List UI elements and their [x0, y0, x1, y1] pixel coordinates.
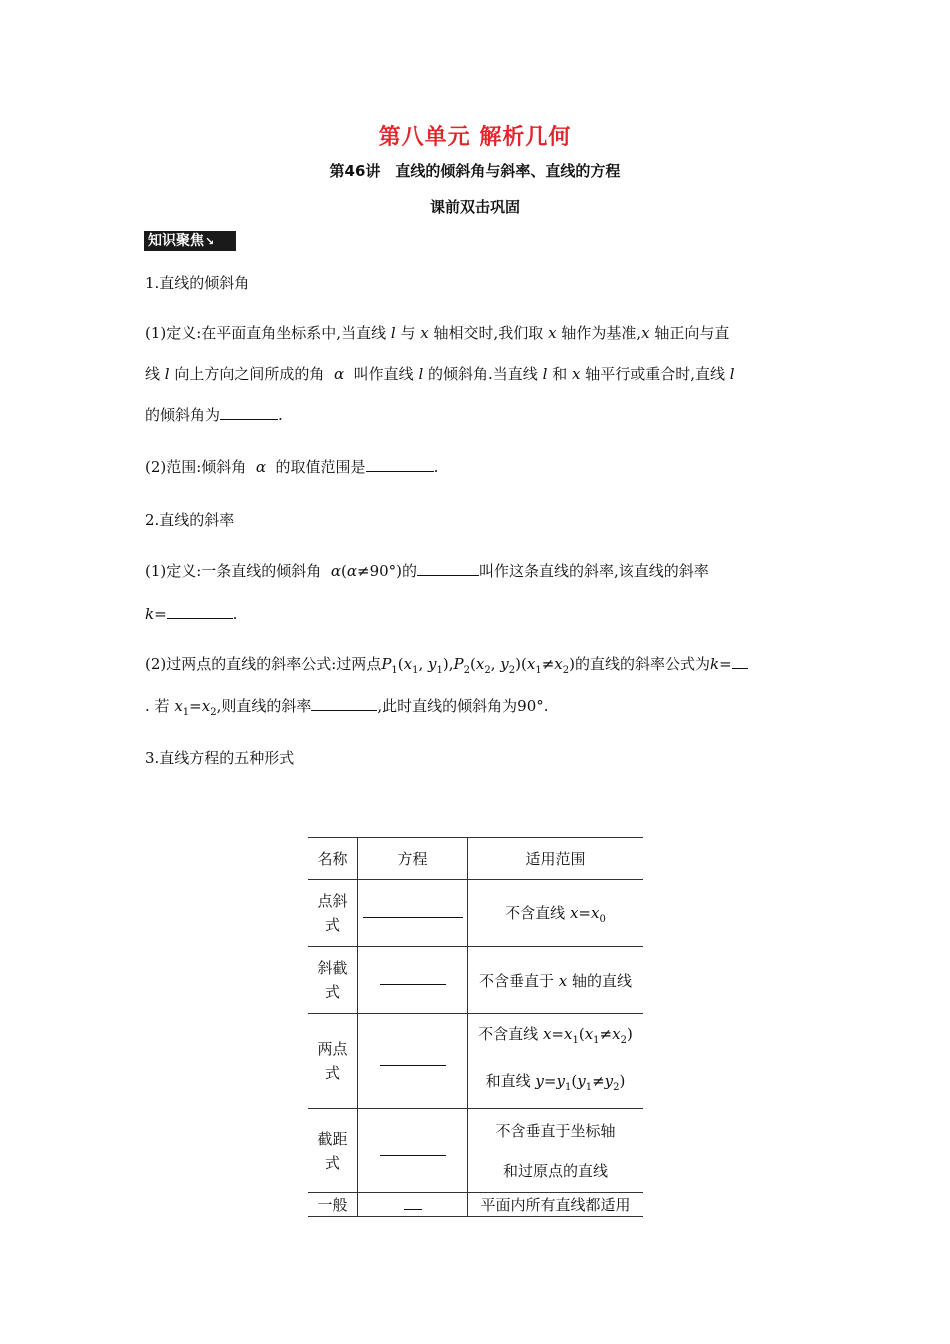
equation-blank[interactable] [358, 880, 468, 947]
section-3-heading: 3.直线方程的五种形式 [145, 749, 295, 767]
equation-blank[interactable] [358, 1193, 468, 1217]
badge-label: 知识聚焦 [148, 233, 204, 249]
unit-title: 第八单元 解析几何 [378, 125, 572, 150]
row-name: 截距 式 [308, 1109, 358, 1193]
lecture-title: 第46讲 直线的倾斜角与斜率、直线的方程 [329, 162, 621, 180]
table-header-row [308, 838, 643, 880]
header-scope: 适用范围 [468, 838, 644, 880]
answer-blank[interactable] [366, 457, 434, 472]
table-row [308, 1014, 643, 1109]
answer-blank[interactable] [417, 561, 479, 576]
section-1-heading: 1.直线的倾斜角 [145, 274, 250, 292]
s2-formula-line-1: (2)过两点的直线的斜率公式:过两点$P_1(x_1$, $y_1),P_2(x_2$, $y_2)(x_1\ne x_2)$的直线的斜率公式为k= [145, 653, 748, 682]
answer-blank[interactable] [732, 654, 748, 669]
answer-blank[interactable] [220, 405, 278, 420]
section-title: 课前双击巩固 [429, 198, 520, 216]
row-scope: 不含直线 $x=x_0$ [468, 880, 644, 947]
header-equation: 方程 [358, 838, 468, 880]
table-row [308, 1109, 643, 1193]
row-name: 两点 式 [308, 1014, 358, 1109]
s2-formula-line-2: . 若 $x_1=x_2$,则直线的斜率 ,此时直线的倾斜角为90°. [145, 697, 549, 718]
answer-blank[interactable] [311, 696, 377, 711]
answer-blank[interactable] [167, 604, 233, 619]
row-scope: 不含垂直于坐标轴 和过原点的直线 [468, 1109, 644, 1193]
table-row [308, 1193, 643, 1217]
row-scope: 不含直线 $x=x_1(x_1\ne x_2)$ 和直线 $y=y_1(y_1\ne y_2)$ [468, 1014, 644, 1109]
s1-definition-line-1: (1)定义:在平面直角坐标系中,当直线 l 与 x 轴相交时,我们取 x 轴作为基准,x 轴正向与直 [145, 324, 730, 342]
equation-blank[interactable] [358, 1109, 468, 1193]
line-equation-forms-table [308, 837, 643, 1217]
row-name: 斜截 式 [308, 947, 358, 1014]
equation-blank[interactable] [358, 1014, 468, 1109]
s1-range-line: (2)范围:倾斜角 α 的取值范围是 . [145, 458, 439, 476]
row-scope: 平面内所有直线都适用 [468, 1193, 644, 1217]
s1-definition-line-2: 线 l 向上方向之间所成的角 α 叫作直线 l 的倾斜角.当直线 l 和 x 轴平行或重合时,直线 l [145, 365, 735, 383]
row-scope: 不含垂直于 x 轴的直线 [468, 947, 644, 1014]
table-row [308, 880, 643, 947]
header-name: 名称 [308, 838, 358, 880]
table-row [308, 947, 643, 1014]
row-name: 点斜 式 [308, 880, 358, 947]
knowledge-focus-badge [144, 231, 236, 251]
s2-definition-line-2: k= . [145, 605, 238, 623]
s1-definition-line-3: 的倾斜角为 . [145, 406, 283, 424]
s2-definition-line-1: (1)定义:一条直线的倾斜角 α(α≠90°)的 叫作这条直线的斜率,该直线的斜率 [145, 562, 709, 580]
section-2-heading: 2.直线的斜率 [145, 511, 235, 529]
row-name: 一般 [308, 1193, 358, 1217]
equation-blank[interactable] [358, 947, 468, 1014]
arrow-icon: ↘ [205, 235, 215, 248]
